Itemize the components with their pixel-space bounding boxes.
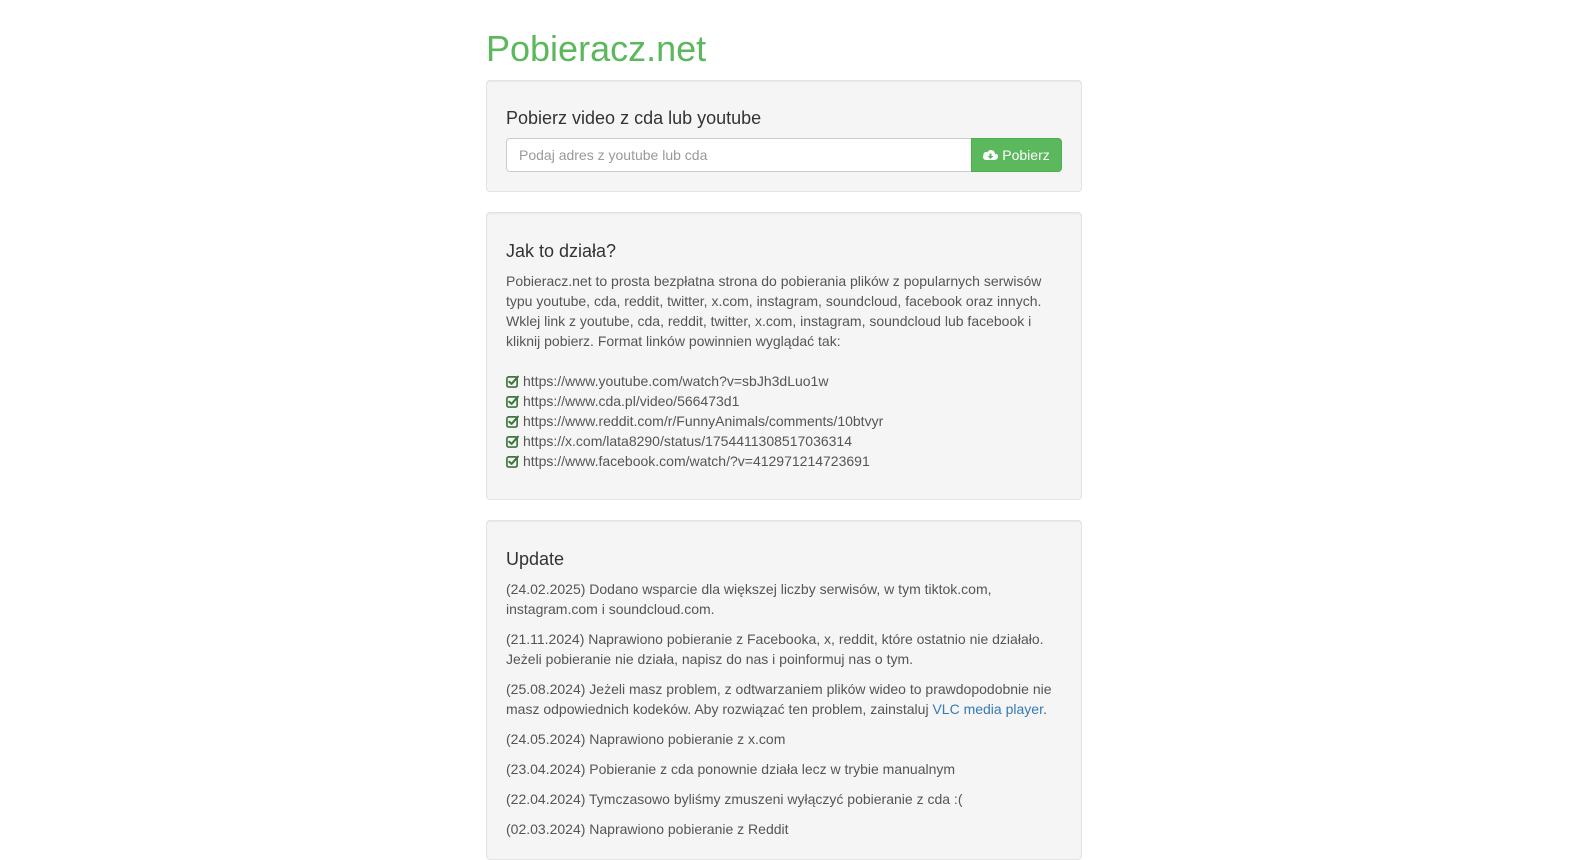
vlc-media-player-link[interactable]: VLC media player [932, 701, 1043, 717]
how-it-works-panel [486, 212, 1082, 500]
example-link-item [506, 391, 1062, 411]
example-link-list [506, 371, 1062, 471]
example-link-text: https://www.youtube.com/watch?v=sbJh3dLuo1w [523, 373, 829, 389]
example-link-item [506, 371, 1062, 391]
update-list [506, 579, 1062, 839]
download-panel [486, 80, 1082, 192]
update-panel [486, 520, 1082, 860]
download-heading: Pobierz video z cda lub youtube [506, 108, 762, 128]
example-link-text: https://www.facebook.com/watch/?v=412971214723691 [523, 453, 870, 469]
update-entry-text: (24.02.2025) Dodano wsparcie dla większej liczby serwisów, w tym tiktok.com, instagram.com i soundcloud.com. [506, 581, 992, 617]
update-entry-text: (02.03.2024) Naprawiono pobieranie z Reddit [506, 821, 789, 837]
update-entry [506, 729, 1062, 749]
how-heading: Jak to działa? [506, 241, 617, 261]
update-entry-text: (24.05.2024) Naprawiono pobieranie z x.com [506, 731, 786, 747]
check-square-icon [506, 435, 519, 448]
update-entry [506, 759, 1062, 779]
example-link-item [506, 411, 1062, 431]
update-entry-text: (21.11.2024) Naprawiono pobieranie z Facebooka, x, reddit, które ostatnio nie działało. Jeżeli pobieranie nie działa, napisz do nas i poinformuj nas o tym. [506, 631, 1044, 667]
download-button-label: Pobierz [1002, 147, 1050, 163]
main-container [486, 0, 1082, 860]
update-entry [506, 579, 1062, 619]
update-entry [506, 819, 1062, 839]
update-entry-text: (23.04.2024) Pobieranie z cda ponownie działa lecz w trybie manualnym [506, 761, 956, 777]
example-link-text: https://x.com/lata8290/status/1754411308517036314 [523, 433, 852, 449]
update-heading: Update [506, 549, 565, 569]
url-input[interactable] [506, 138, 971, 172]
example-link-item [506, 431, 1062, 451]
check-square-icon [506, 455, 519, 468]
download-button[interactable] [971, 138, 1062, 172]
update-entry [506, 789, 1062, 809]
cloud-download-icon [983, 149, 998, 162]
check-square-icon [506, 415, 519, 428]
example-link-text: https://www.cda.pl/video/566473d1 [523, 393, 740, 409]
check-square-icon [506, 395, 519, 408]
update-entry [506, 679, 1062, 719]
example-link-item [506, 451, 1062, 471]
update-entry-text: (22.04.2024) Tymczasowo byliśmy zmuszeni wyłączyć pobieranie z cda :( [506, 791, 963, 807]
update-entry-text: (25.08.2024) Jeżeli masz problem, z odtwarzaniem plików wideo to prawdopodobnie nie masz odpowiednich kodeków. Aby rozwiązać ten problem, zainstaluj [506, 681, 1052, 717]
how-description: Pobieracz.net to prosta bezpłatna strona do pobierania plików z popularnych serwisów typu youtube, cda, reddit, twitter, x.com, instagram, soundcloud, facebook oraz innych. Wklej link z youtube, cda, reddit, twitter, x.com, instagram, soundcloud lub facebook i kliknij pobierz. Format linków powinnien wyglądać tak: [506, 273, 1042, 349]
check-square-icon [506, 375, 519, 388]
update-entry [506, 629, 1062, 669]
site-logo[interactable]: Pobieracz.net [486, 28, 707, 69]
example-link-text: https://www.reddit.com/r/FunnyAnimals/comments/10btvyr [523, 413, 884, 429]
download-form [506, 138, 1062, 172]
update-entry-suffix: . [1042, 701, 1047, 717]
